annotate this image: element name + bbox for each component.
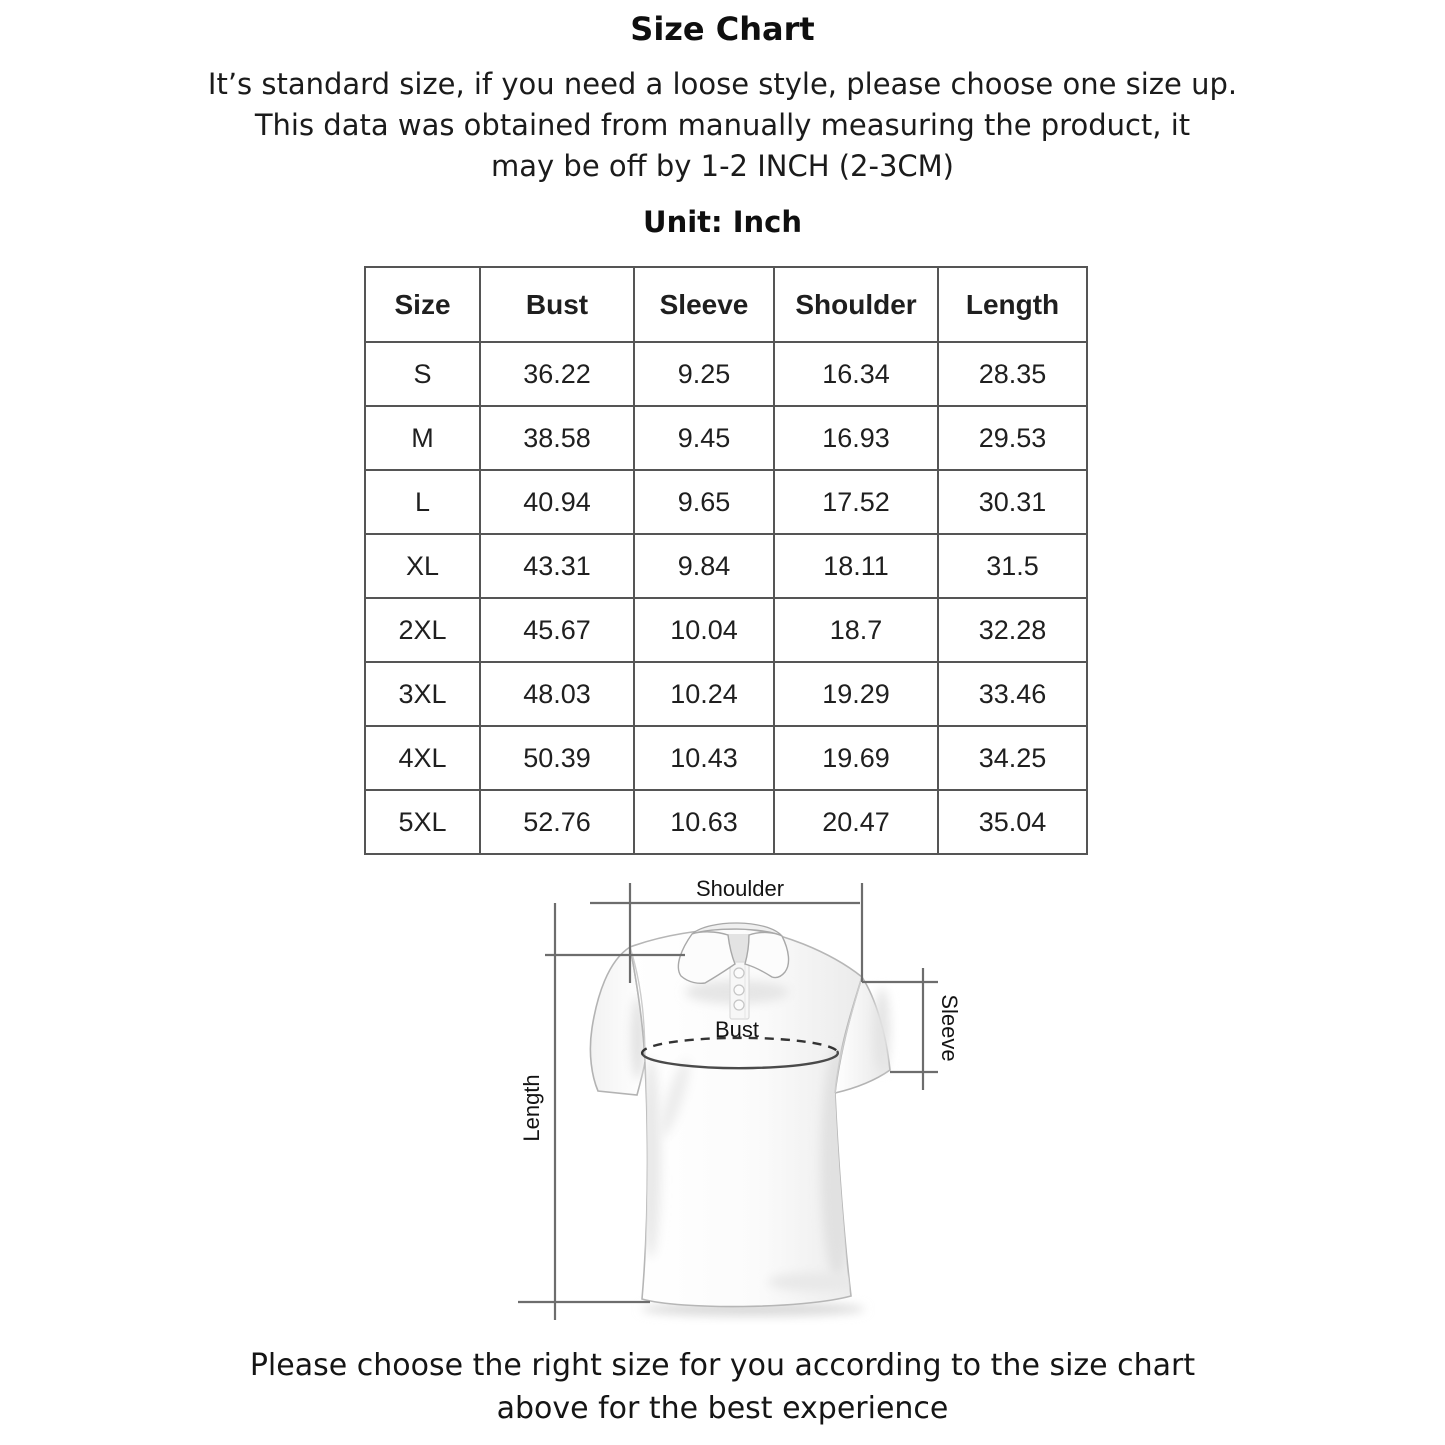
- footer-line-1: Please choose the right size for you according to the size chart: [249, 1348, 1196, 1383]
- cell-sleeve: 9.25: [634, 342, 774, 406]
- table-row: [365, 662, 1087, 726]
- col-header-bust: Bust: [480, 267, 634, 342]
- table-row: [365, 470, 1087, 534]
- cell-shoulder: 16.93: [774, 406, 938, 470]
- cell-bust: 36.22: [480, 342, 634, 406]
- cell-sleeve: 10.04: [634, 598, 774, 662]
- cell-bust: 52.76: [480, 790, 634, 854]
- cell-length: 29.53: [938, 406, 1087, 470]
- cell-sleeve: 9.45: [634, 406, 774, 470]
- bust-diagram-label: Bust: [714, 1017, 760, 1042]
- footer-note: [0, 1344, 1445, 1430]
- size-table-header-row: [365, 267, 1087, 342]
- polo-shirt-illustration: [590, 923, 890, 1316]
- cell-shoulder: 20.47: [774, 790, 938, 854]
- cell-size: 2XL: [365, 598, 480, 662]
- cell-size: L: [365, 470, 480, 534]
- cell-sleeve: 10.63: [634, 790, 774, 854]
- cell-size: 3XL: [365, 662, 480, 726]
- unit-label: Unit: Inch: [643, 205, 802, 239]
- cell-sleeve: 10.43: [634, 726, 774, 790]
- right-sleeve-shading: [874, 988, 890, 1072]
- table-row: [365, 342, 1087, 406]
- cell-bust: 50.39: [480, 726, 634, 790]
- footer-line-2: above for the best experience: [496, 1391, 949, 1426]
- cell-bust: 40.94: [480, 470, 634, 534]
- size-table: [364, 266, 1088, 855]
- size-note-line-3: may be off by 1-2 INCH (2-3CM): [491, 149, 954, 183]
- button: [734, 985, 744, 995]
- cell-length: 34.25: [938, 726, 1087, 790]
- cell-sleeve: 9.84: [634, 534, 774, 598]
- col-header-sleeve: Sleeve: [634, 267, 774, 342]
- size-note-line-1: It’s standard size, if you need a loose style, please choose one size up.: [207, 67, 1238, 101]
- cell-sleeve: 10.24: [634, 662, 774, 726]
- cell-length: 30.31: [938, 470, 1087, 534]
- cell-size: S: [365, 342, 480, 406]
- cell-size: 5XL: [365, 790, 480, 854]
- cell-size: XL: [365, 534, 480, 598]
- cell-shoulder: 17.52: [774, 470, 938, 534]
- cell-bust: 45.67: [480, 598, 634, 662]
- page-title: Size Chart: [630, 10, 815, 48]
- shirt-measurement-diagram: [505, 858, 995, 1330]
- col-header-size: Size: [365, 267, 480, 342]
- table-row: [365, 726, 1087, 790]
- table-row: [365, 598, 1087, 662]
- cell-bust: 48.03: [480, 662, 634, 726]
- cell-length: 28.35: [938, 342, 1087, 406]
- cell-shoulder: 18.11: [774, 534, 938, 598]
- cell-shoulder: 19.69: [774, 726, 938, 790]
- button: [734, 1000, 744, 1010]
- sleeve-diagram-label: Sleeve: [937, 994, 962, 1062]
- button: [734, 968, 744, 978]
- cell-length: 33.46: [938, 662, 1087, 726]
- cell-shoulder: 19.29: [774, 662, 938, 726]
- size-note-line-2: This data was obtained from manually measuring the product, it: [254, 108, 1191, 142]
- col-header-shoulder: Shoulder: [774, 267, 938, 342]
- cell-length: 32.28: [938, 598, 1087, 662]
- shoulder-diagram-label: Shoulder: [695, 876, 785, 901]
- cell-shoulder: 16.34: [774, 342, 938, 406]
- cell-length: 31.5: [938, 534, 1087, 598]
- cell-sleeve: 9.65: [634, 470, 774, 534]
- cell-size: 4XL: [365, 726, 480, 790]
- cell-size: M: [365, 406, 480, 470]
- cell-bust: 38.58: [480, 406, 634, 470]
- col-header-length: Length: [938, 267, 1087, 342]
- table-row: [365, 534, 1087, 598]
- cell-length: 35.04: [938, 790, 1087, 854]
- length-diagram-label: Length: [519, 1074, 544, 1142]
- cell-bust: 43.31: [480, 534, 634, 598]
- cell-shoulder: 18.7: [774, 598, 938, 662]
- table-row: [365, 406, 1087, 470]
- table-row: [365, 790, 1087, 854]
- size-note: [0, 64, 1445, 187]
